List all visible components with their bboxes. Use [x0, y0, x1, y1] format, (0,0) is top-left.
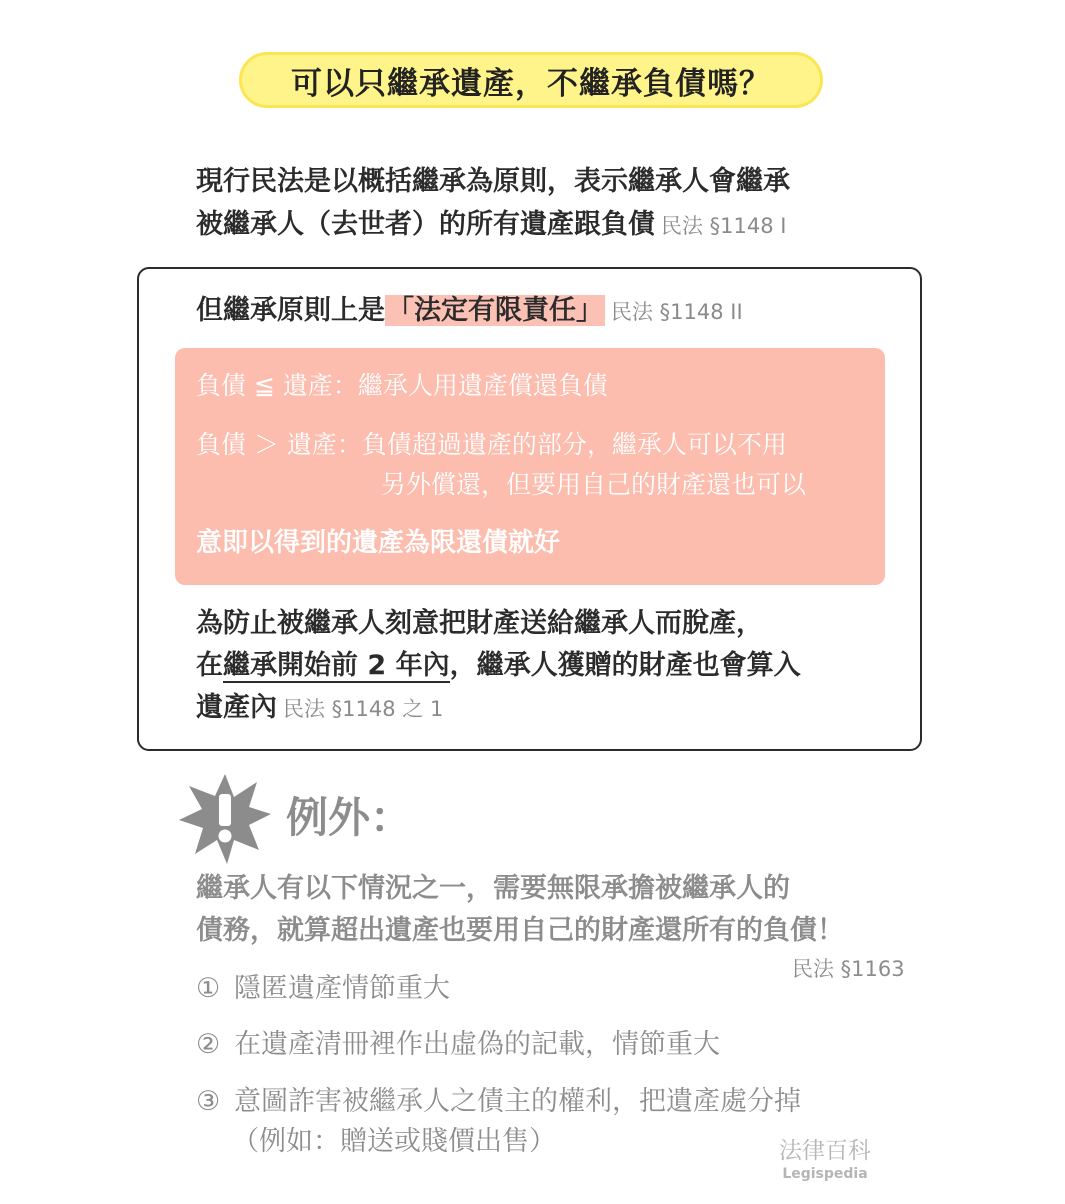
exception-item-2: [196, 1025, 720, 1065]
rule-summary: 意即以得到的遺產為限還債就好: [196, 528, 561, 558]
limited-liability-highlight: 「法定有限責任」: [387, 295, 603, 326]
page-title: 可以只繼承遺產，不繼承負債嗎？: [291, 65, 771, 102]
exception-desc-line-1: 繼承人有以下情況之一，需要無限承擔被繼承人的: [196, 873, 790, 904]
exception-item-1: [196, 969, 450, 1009]
prevent-line-2: [196, 645, 896, 687]
exception-item-3-cont: （例如：贈送或賤價出售）: [232, 1126, 556, 1157]
rule-debt-le-estate: 負債 ≦ 遺產：繼承人用遺產償還負債: [196, 371, 608, 400]
item-text: 意圖詐害被繼承人之債主的權利，把遺產處分掉: [234, 1086, 801, 1117]
limited-liability-citation: 民法 §1148 II: [611, 300, 743, 324]
exclamation-burst-icon: [177, 770, 273, 866]
prevent-line-1: 為防止被繼承人刻意把財產送給繼承人而脫產，: [196, 608, 763, 639]
exception-title: 例外：: [286, 793, 413, 842]
intro-paragraph: [196, 160, 956, 248]
item-text: 在遺產清冊裡作出虛偽的記載，情節重大: [234, 1029, 720, 1060]
prevent-citation: 民法 §1148 之 1: [283, 697, 444, 721]
item-number: ③: [196, 1086, 221, 1117]
anti-asset-transfer-paragraph: [196, 603, 896, 730]
prevent-line-3: [196, 687, 896, 730]
prevent-underlined-period: 繼承開始前 2 年內: [223, 650, 450, 681]
title-banner: [239, 52, 823, 108]
item-number: ①: [196, 973, 221, 1004]
rule-debt-gt-estate: 負債 ＞ 遺產：負債超過遺產的部分，繼承人可以不用: [196, 430, 787, 459]
intro-line-1: 現行民法是以概括繼承為原則，表示繼承人會繼承: [196, 166, 790, 197]
exception-item-3: [196, 1082, 801, 1122]
intro-line-2-text: 被繼承人（去世者）的所有遺產跟負債: [196, 209, 655, 240]
prevent-line-2-post: ，繼承人獲贈的財產也會算入: [449, 650, 801, 681]
brand-logo: [770, 1137, 880, 1183]
brand-name-en: Legispedia: [782, 1166, 868, 1182]
limited-liability-prefix: 但繼承原則上是: [196, 295, 385, 326]
rule-debt-gt-estate-cont: 另外償還，但要用自己的財產還也可以: [381, 470, 807, 499]
prevent-line-2-pre: 在: [196, 650, 223, 681]
intro-citation: 民法 §1148 I: [661, 214, 787, 238]
exception-citation: 民法 §1163: [792, 957, 905, 981]
limited-liability-heading: [196, 290, 743, 333]
item-text: 隱匿遺產情節重大: [234, 973, 450, 1004]
exception-desc-line-2: 債務，就算超出遺產也要用自己的財產還所有的負債！: [196, 915, 844, 946]
item-number: ②: [196, 1029, 221, 1060]
prevent-line-3-text: 遺產內: [196, 692, 277, 723]
debt-rules-card: [175, 348, 885, 585]
brand-name-cn: 法律百科: [779, 1138, 871, 1164]
exception-description: [196, 868, 956, 952]
intro-line-2: [196, 203, 956, 248]
